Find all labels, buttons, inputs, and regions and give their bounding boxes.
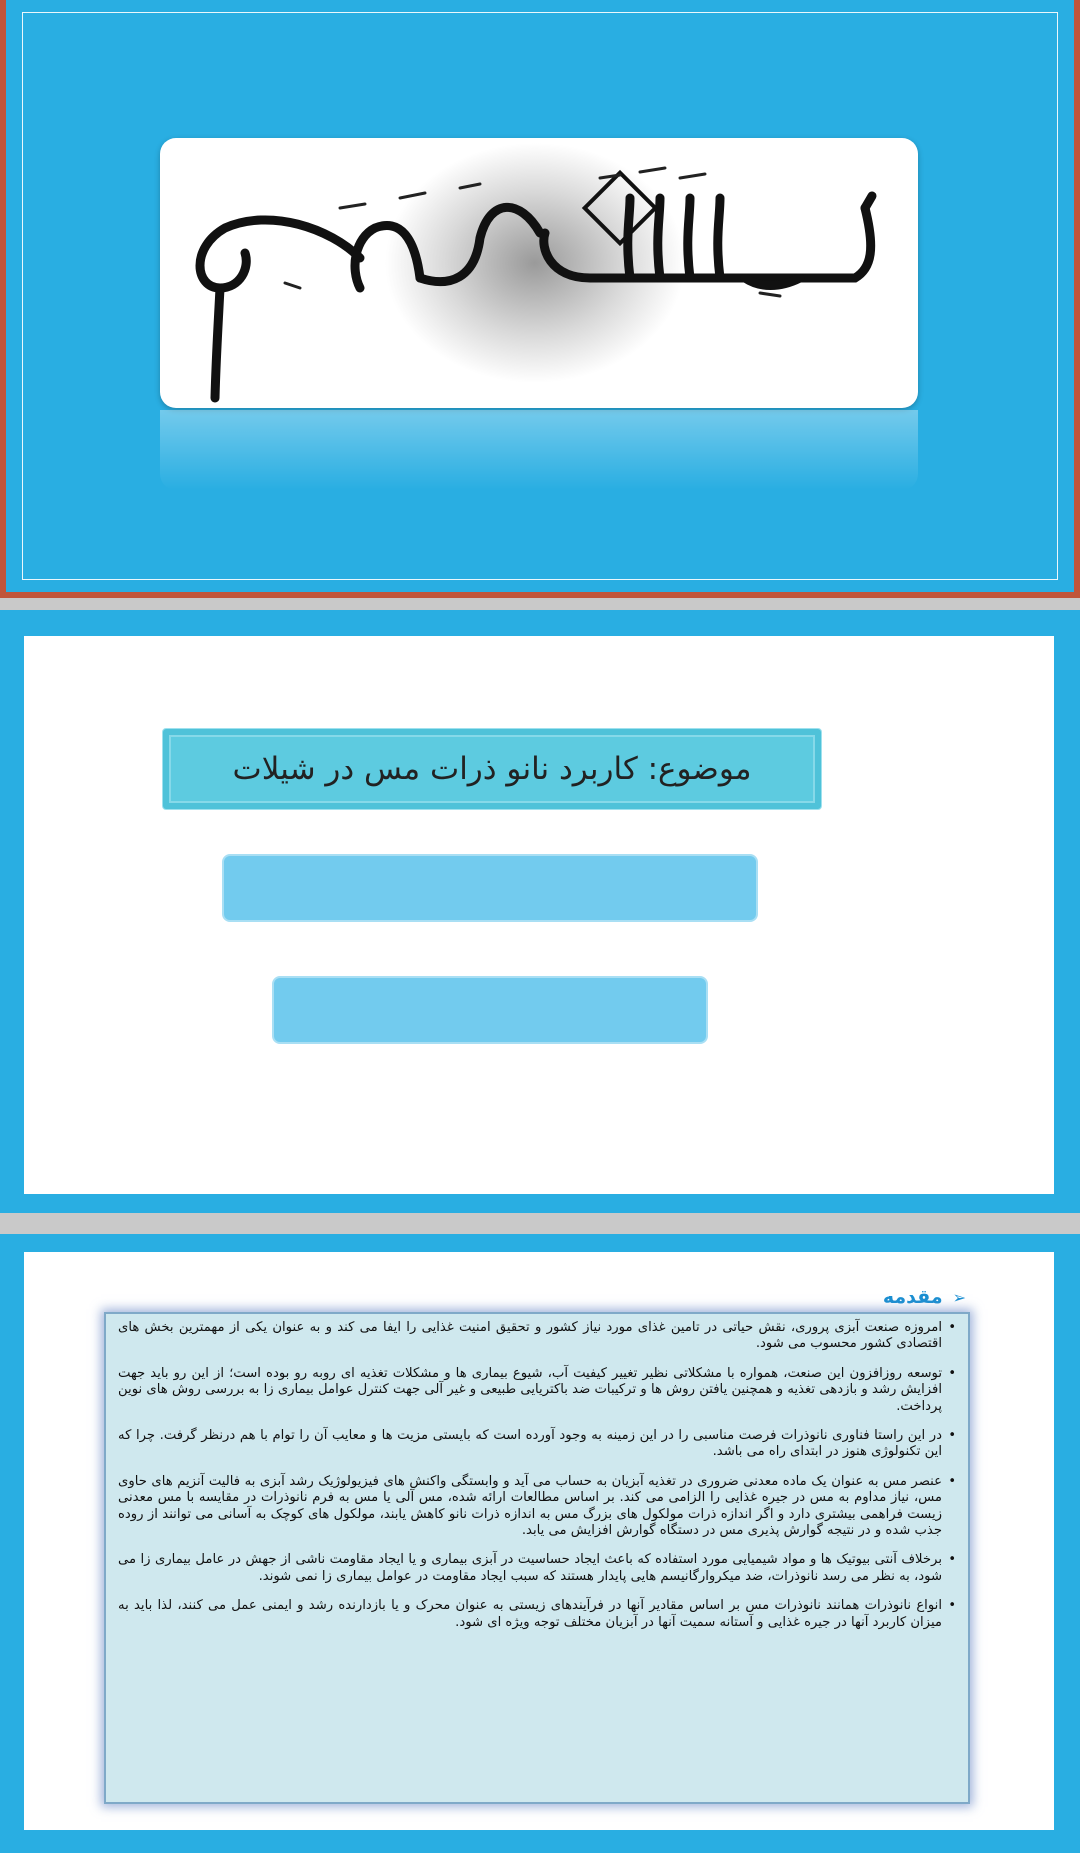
bullet-item: • امروزه صنعت آبزی پروری، نقش حیاتی در تامین غذای مورد نیاز کشور و تحقیق امنیت غذایی را ایفا می کند و به عنوان یکی از مهمترین بخش های اقتصادی کشور محسوب می شود. <box>118 1320 942 1353</box>
placeholder-bar-1 <box>222 854 758 922</box>
bullet-list <box>118 1320 956 1631</box>
slide-content-area <box>24 1252 1054 1830</box>
section-title: مقدمه <box>882 1286 943 1308</box>
bullet-item: • عنصر مس به عنوان یک ماده معدنی ضروری در تغذیه آبزیان به حساب می آید و وابستگی واکنش های فیزیولوژیک رشد آبزی به فالیت آنزیم های حاوی مس، نیاز مداوم به مس در جیره غذایی را الزامی می کند. بر اساس مطالعات ارائه شده، مس آلی یا مس به فرم نانوذرات در مقایسه با مس معدنی زیست فراهمی بیشتری دارد و اگر اندازه ذرات مولکول های بزرگ مس به اندازه ذرات نانو کاهش یابند، مولکول های کوچک به آسانی می توانند از روده جذب شده و در نتیجه گوارش پذیری مس در دستگاه گوارش افزایش می یابد. <box>118 1474 942 1540</box>
slide-1 <box>0 0 1080 598</box>
slide-2 <box>0 610 1080 1213</box>
arrow-bullet-icon: ➢ <box>952 1287 966 1307</box>
bismillah-calligraphy-icon <box>160 138 918 408</box>
placeholder-bar-2 <box>272 976 708 1044</box>
slide-content-area <box>24 636 1054 1194</box>
bullet-item: • انواع نانوذرات همانند نانوذرات مس بر اساس مقادیر آنها در فرآیندهای زیستی به عنوان محرک و یا بازدارنده رشد و ایمنی عمل می کنند، لذا باید به میزان کاربرد آنها در جیره غذایی و آستانه سمیت آنها در آبزیان مختلف توجه ویژه ای شود. <box>118 1598 942 1631</box>
bullet-item: • برخلاف آنتی بیوتیک ها و مواد شیمیایی مورد استفاده که باعث ایجاد حساسیت در آبزی بیماری و یا ایجاد مقاومت ناشی از جهش در عامل بیماری زا می شود، به نظر می رسد نانوذرات، ضد میکروارگانیسم هایی پایدار هستند که سبب ایجاد مقاومت در عوامل بیماری زا نمی شوند. <box>118 1552 942 1585</box>
topic-box <box>162 728 822 810</box>
text-panel <box>104 1312 970 1804</box>
bullet-item: • توسعه روزافزون این صنعت، همواره با مشکلاتی نظیر تغییر کیفیت آب، شیوع بیماری ها و مشکلات تغذیه ای روبه رو بوده است؛ از این رو باید جهت افزایش رشد و بازدهی تغذیه و همچنین یافتن روش ها و ترکیبات ضد باکتریایی طبیعی و غیر آلی جهت کنترل عوامل بیماری زا به بررسی روش های نوین پرداخت. <box>118 1366 942 1415</box>
bullet-item: • در این راستا فناوری نانوذرات فرصت مناسبی را در این زمینه به وجود آورده است که بایستی مزیت ها و معایب آن را توام با هم درنظر گرفت. چرا که این تکنولوژی هنوز در ابتدای راه می باشد. <box>118 1428 942 1461</box>
slide-3 <box>0 1234 1080 1853</box>
calligraphy-card <box>160 138 918 408</box>
card-reflection <box>160 410 918 490</box>
section-heading <box>883 1286 966 1308</box>
topic-title: موضوع: کاربرد نانو ذرات مس در شیلات <box>232 751 752 787</box>
